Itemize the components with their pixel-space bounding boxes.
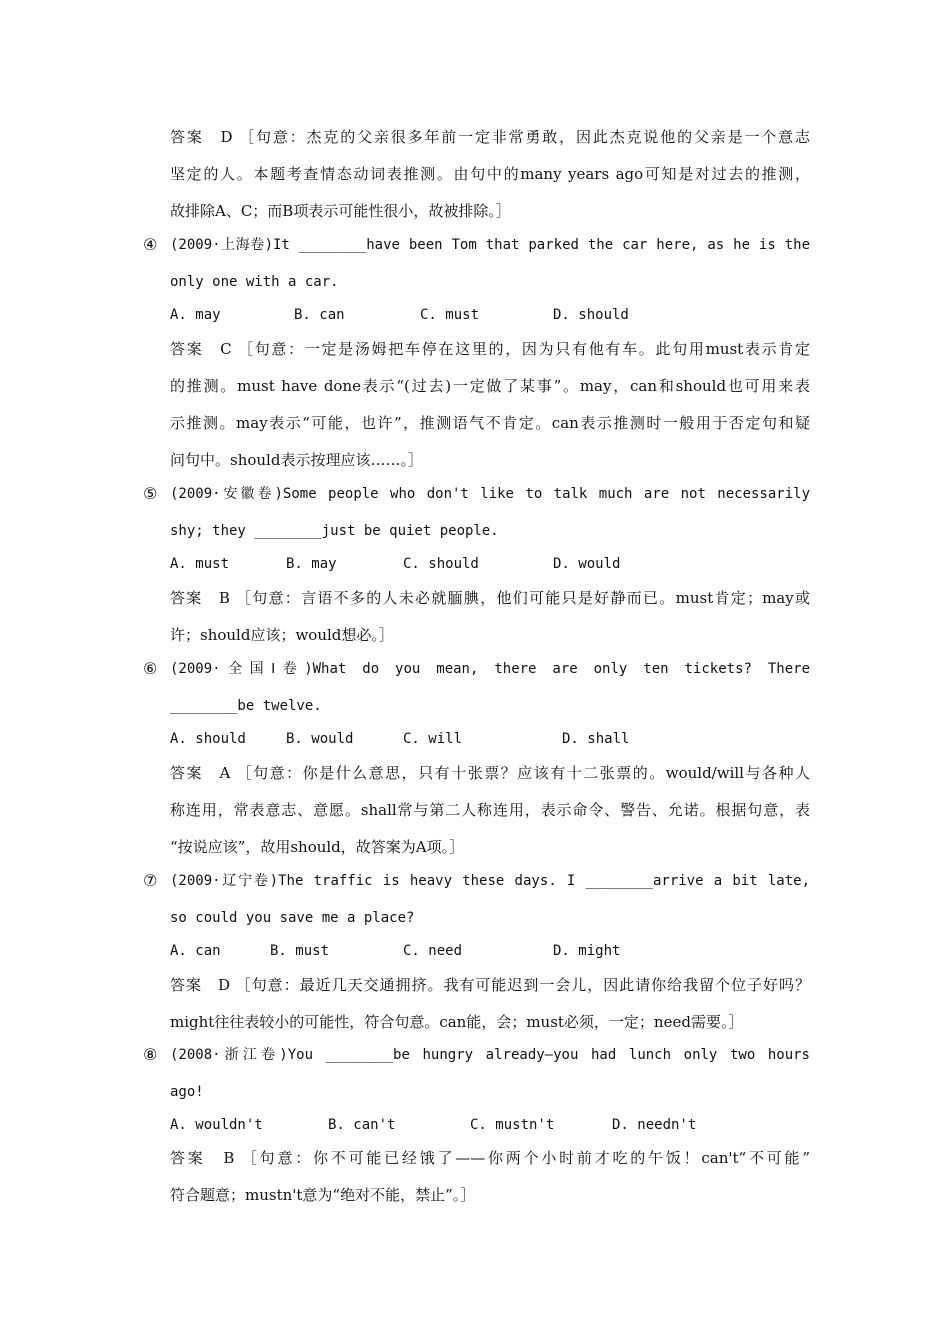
- answer-line: 示推测。may表示“可能，也许”，推测语气不肯定。can表示推测时一般用于否定句和疑: [170, 414, 810, 432]
- question-text-line: ago!: [170, 1084, 204, 1100]
- question-text-line: shy; they ________just be quiet people.: [170, 523, 499, 539]
- question-text-line: (2009·全国Ⅰ卷)What do you mean, there are only ten tickets? There: [170, 661, 810, 677]
- option-d: D. might: [553, 943, 621, 959]
- question-text-line: (2009·上海卷)It ________have been Tom that parked the car here, as he is the: [170, 237, 810, 253]
- question-text-line: (2009·安徽卷)Some people who don't like to talk much are not necessarily: [170, 486, 810, 502]
- question-text-line: so could you save me a place?: [170, 910, 415, 926]
- answer-line: 答案 D ［句意：杰克的父亲很多年前一定非常勇敢，因此杰克说他的父亲是一个意志: [170, 128, 810, 146]
- question-number: ⑦: [143, 871, 158, 890]
- answer-line: 坚定的人。本题考查情态动词表推测。由句中的many years ago可知是对过去的推测，: [170, 165, 810, 183]
- option-a: A. may: [170, 307, 221, 323]
- option-c: C. need: [403, 943, 463, 959]
- answer-line: 问句中。should表示按理应该……。］: [170, 451, 423, 469]
- answer-line: 的推测。must have done表示“(过去)一定做了某事”。may，can和should也可用来表: [170, 377, 810, 395]
- option-a: A. wouldn't: [170, 1117, 263, 1133]
- question-text-line: only one with a car.: [170, 274, 339, 290]
- options-row: [170, 552, 810, 576]
- question-number: ⑧: [143, 1045, 158, 1064]
- question-number: ④: [143, 235, 158, 254]
- answer-line: 答案 D ［句意：最近几天交通拥挤。我有可能迟到一会儿，因此请你给我留个位子好吗？: [170, 976, 810, 994]
- option-b: B. can: [294, 307, 345, 323]
- option-a: A. must: [170, 556, 230, 572]
- options-row: [170, 303, 810, 327]
- option-a: A. can: [170, 943, 221, 959]
- answer-line: 答案 C ［句意：一定是汤姆把车停在这里的，因为只有他有车。此句用must表示肯定: [170, 340, 810, 358]
- option-b: B. can't: [328, 1117, 396, 1133]
- answer-line: 答案 A ［句意：你是什么意思，只有十张票？应该有十二张票的。would/will与各种人: [170, 764, 810, 782]
- option-c: C. should: [403, 556, 479, 572]
- option-b: B. would: [286, 731, 354, 747]
- question-number: ⑤: [143, 484, 158, 503]
- answer-line: 符合题意；mustn't意为“绝对不能，禁止”。］: [170, 1186, 476, 1204]
- option-d: D. shall: [562, 731, 630, 747]
- question-number: ⑥: [143, 659, 158, 678]
- option-c: C. will: [403, 731, 463, 747]
- options-row: [170, 939, 810, 963]
- answer-line: 许；should应该；would想必。］: [170, 626, 394, 644]
- answer-line: 答案 B ［句意：你不可能已经饿了——你两个小时前才吃的午饭！can't“不可能”: [170, 1149, 810, 1167]
- option-c: C. must: [420, 307, 480, 323]
- option-d: D. needn't: [612, 1117, 697, 1133]
- option-a: A. should: [170, 731, 246, 747]
- answer-line: 称连用，常表意志、意愿。shall常与第二人称连用，表示命令、警告、允诺。根据句意，表: [170, 801, 810, 819]
- option-d: D. would: [553, 556, 621, 572]
- question-text-line: (2008·浙江卷)You ________be hungry already—you had lunch only two hours: [170, 1047, 810, 1063]
- answer-line: 故排除A、C；而B项表示可能性很小，故被排除。］: [170, 202, 511, 220]
- option-d: D. should: [553, 307, 629, 323]
- option-b: B. must: [270, 943, 330, 959]
- question-text-line: (2009·辽宁卷)The traffic is heavy these days. I ________arrive a bit late,: [170, 873, 810, 889]
- option-c: C. mustn't: [470, 1117, 555, 1133]
- answer-line: “按说应该”，故用should，故答案为A项。］: [170, 838, 465, 856]
- answer-line: 答案 B ［句意：言语不多的人未必就腼腆，他们可能只是好静而已。must肯定；may或: [170, 589, 810, 607]
- answer-line: might往往表较小的可能性，符合句意。can能，会；must必须，一定；need需要。］: [170, 1013, 744, 1031]
- option-b: B. may: [286, 556, 337, 572]
- question-text-line: ________be twelve.: [170, 698, 322, 714]
- options-row: [170, 727, 810, 751]
- options-row: [170, 1113, 810, 1137]
